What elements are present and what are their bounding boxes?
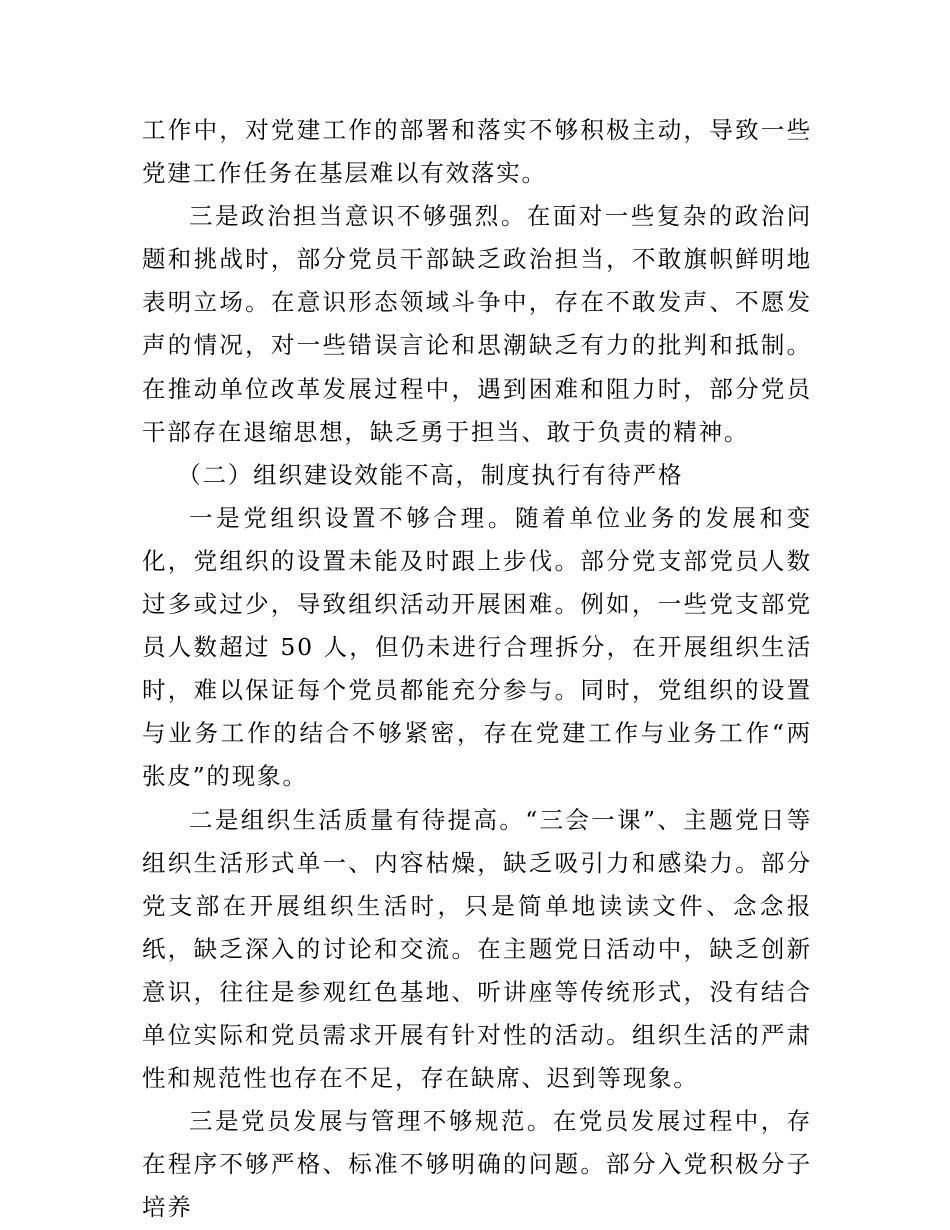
paragraph-organization-setup: 一是党组织设置不够合理。随着单位业务的发展和变化，党组织的设置未能及时跟上步伐。部分党支部党员人数过多或过少，导致组织活动开展困难。例如，一些党支部党员人数超过 50 人，但仍未进行合理拆分，在开展组织生活时，难以保证每个党员都能充分参与。同时，党组织的设置与业务工作的结合不够紧密，存在党建工作与业务工作“两张皮”的现象。 — [142, 503, 812, 791]
paragraph-continued: 工作中，对党建工作的部署和落实不够积极主动，导致一些党建工作任务在基层难以有效落实。 — [142, 116, 812, 188]
section-heading-organization: （二）组织建设效能不高，制度执行有待严格 — [177, 460, 684, 489]
paragraph-political-responsibility: 三是政治担当意识不够强烈。在面对一些复杂的政治问题和挑战时，部分党员干部缺乏政治担当，不敢旗帜鲜明地表明立场。在意识形态领域斗争中，存在不敢发声、不愿发声的情况，对一些错误言论和思潮缺乏有力的批判和抵制。在推动单位改革发展过程中，遇到困难和阻力时，部分党员干部存在退缩思想，缺乏勇于担当、敢于负责的精神。 — [142, 202, 812, 446]
paragraph-organization-life: 二是组织生活质量有待提高。“三会一课”、主题党日等组织生活形式单一、内容枯燥，缺乏吸引力和感染力。部分党支部在开展组织生活时，只是简单地读读文件、念念报纸，缺乏深入的讨论和交流。在主题党日活动中，缺乏创新意识，往往是参观红色基地、听讲座等传统形式，没有结合单位实际和党员需求开展有针对性的活动。组织生活的严肃性和规范性也存在不足，存在缺席、迟到等现象。 — [142, 805, 812, 1093]
paragraph-member-development: 三是党员发展与管理不够规范。在党员发展过程中，存在程序不够严格、标准不够明确的问题。部分入党积极分子培养 — [142, 1107, 812, 1222]
document-body — [142, 109, 812, 1229]
